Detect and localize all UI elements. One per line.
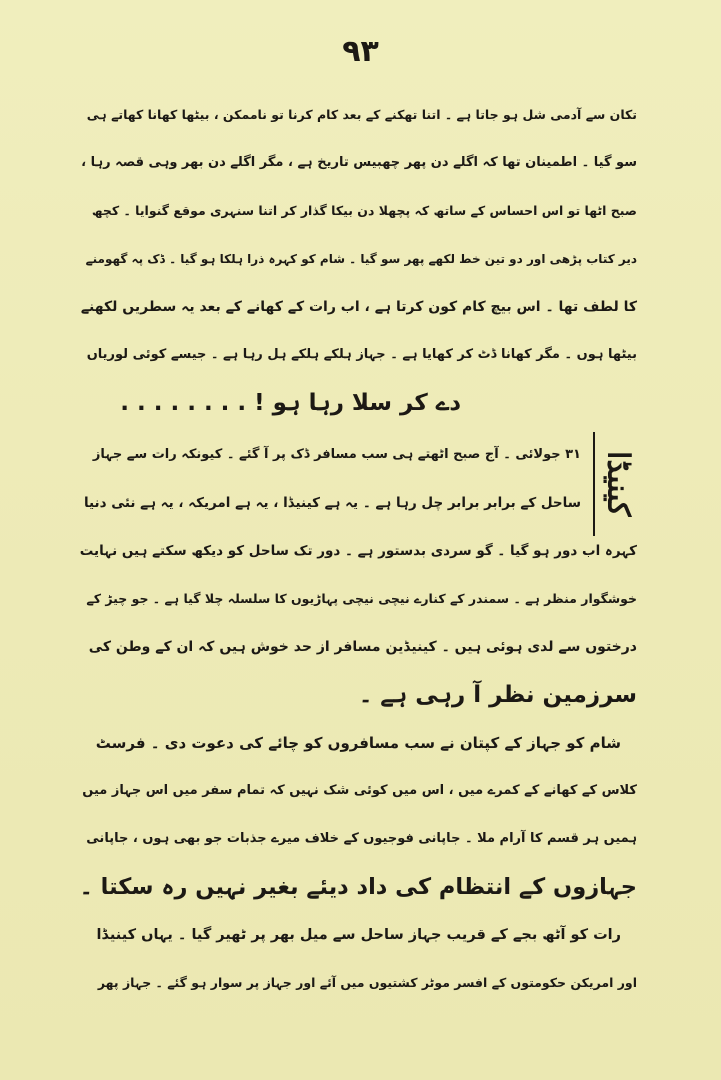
- text-line: کلاس کے کھانے کے کمرے میں ، اس میں کوئی شک نہیں کہ تمام سفر میں اس جہاز میں: [82, 783, 637, 798]
- text-line: شام کو جہاز کے کپتان نے سب مسافروں کو چائے کی دعوت دی ۔ فرسٹ: [95, 734, 621, 752]
- text-line: ساحل کے برابر برابر چل رہا ہے ۔ یہ ہے کینیڈا ، یہ ہے امریکہ ، یہ ہے نئی دنیا: [83, 495, 581, 511]
- text-line: تکان سے آدمی شل ہو جاتا ہے ۔ اتنا تھکنے کے بعد کام کرنا تو ناممکن ، بیٹھا کھانا کھاتے ہی: [86, 107, 637, 122]
- text-line: سرزمین نظر آ رہی ہے ۔: [358, 682, 637, 708]
- text-line: اور امریکن حکومتوں کے افسر موٹر کشتیوں میں آئے اور جہاز پر سوار ہو گئے ۔ جہاز پھر: [97, 975, 637, 990]
- section-heading: [593, 432, 641, 536]
- text-line: ہمیں ہر قسم کا آرام ملا ۔ جاپانی فوجیوں کے خلاف میرے جذبات جو بھی ہوں ، جاپانی: [86, 831, 637, 846]
- text-line: کا لطف تھا ۔ اس بیچ کام کون کرتا ہے ، اب رات کے کھانے کے بعد یہ سطریں لکھنے: [80, 299, 637, 315]
- text-line: بیٹھا ہوں ۔ مگر کھانا ڈٹ کر کھایا ہے ۔ جہاز ہلکے ہلکے ہل رہا ہے ۔ جیسے کوئی لوریاں: [86, 347, 637, 362]
- page-number: ۹۳: [342, 34, 379, 69]
- heading-text: کینیڈا: [600, 451, 636, 517]
- text-line: دیر کتاب پڑھی اور دو تین خط لکھے پھر سو گیا ۔ شام کو کہرہ ذرا ہلکا ہو گیا ۔ ڈک پہ گھومنے: [85, 252, 637, 266]
- text-line: سو گیا ۔ اطمینان تھا کہ اگلے دن پھر چھبیس تاریخ ہے ، مگر اگلے دن بھر وہی قصہ رہا ،: [81, 155, 637, 170]
- text-line: جہازوں کے انتظام کی داد دیئے بغیر نہیں رہ سکتا ۔: [79, 874, 637, 900]
- text-line: صبح اٹھا تو اس احساس کے ساتھ کہ پچھلا دن بیکا گذار کر اتنا سنہری موقع گنوایا ۔ کچھ: [91, 203, 637, 218]
- text-line: رات کو آٹھ بجے کے قریب جہاز ساحل سے میل بھر پر ٹھیر گیا ۔ یہاں کینیڈا: [96, 927, 621, 943]
- text-line: خوشگوار منظر ہے ۔ سمندر کے کنارے نیچی نیچی پہاڑیوں کا سلسلہ چلا گیا ہے ۔ جو چیڑ کے: [86, 591, 637, 606]
- text-line: دے کر سلا رہا ہو ! . . . . . . . .: [120, 390, 461, 416]
- text-line: کہرہ اب دور ہو گیا ۔ گو سردی بدستور ہے ۔ دور تک ساحل کو دیکھ سکتے ہیں نہایت: [79, 543, 637, 559]
- text-line: ۳۱ جولائی ۔ آج صبح اٹھتے ہی سب مسافر ڈک پر آ گئے ۔ کیونکہ رات سے جہاز: [92, 447, 581, 462]
- text-line: درختوں سے لدی ہوئی ہیں ۔ کینیڈین مسافر از حد خوش ہیں کہ ان کے وطن کی: [88, 639, 637, 655]
